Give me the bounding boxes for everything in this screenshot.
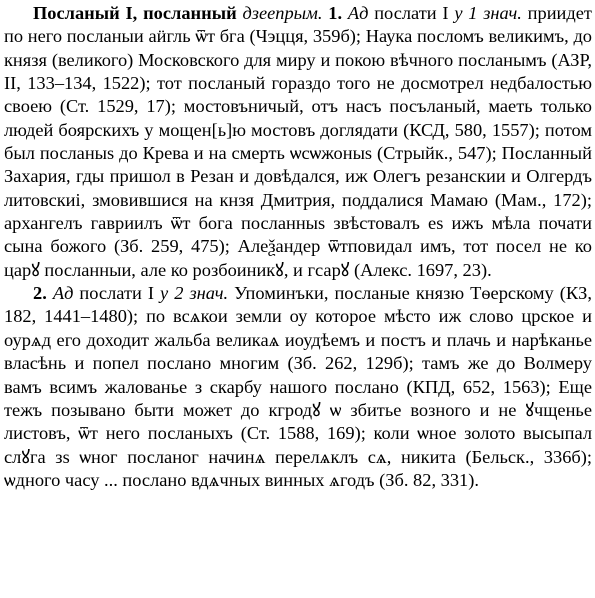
sense-label-2: Ад [52, 283, 74, 304]
sense-body-2: Упоминъки, посланые князю Тѳерскому (КЗ, 182, 1441–1480); по всѧкои земли оу которое мѣсто иж слово црское и оурѧд его доходит жальба великаѧ иоудѣемъ и постъ и плачь и нарѣканье власѣнь и попел послано многим (Зб. 262, 129б); тамъ же до Волмеру вамъ всимъ жалованье з скарбу нашого послано (КПД, 652, 1563); Еще тежъ позывано быти может до кгродꙋ ѡ збитье возного и не ꙋчщенье листовъ, ѿт него посланыхъ (Ст. 1588, 169); коли ѡное золото высыпал слꙋга зs ѡног посланог начинѧ перелѧклъ сѧ, никита (Бельск., 336б); ѡдного часу ... послано вдѧчных винных ѧгодъ (Зб. 82, 331). [4, 283, 592, 490]
sense-ref-1: у 1 знач. [454, 3, 522, 23]
sense-body-1: приидет по него посланыи аӥгль ѿт бга (Чэцця, 359б); Наука посломъ великимъ, до князя (великого) Московского для миру и покою вѣчного посланымъ (АЗР, II, 133–134, 1522); тот посланый гораздо того не досмотрел недбалостью своею (Ст. 1529, 17); мостовъничый, отъ насъ посъланый, маеть только людей боярскихъ у мощен[ь]ю мостовъ доглядати (КСД, 580, 1557); потом был посланыs до Крева и на смерть ѡсѡжоныs (Стрыйк., 547); Посланный Захария, гды пришол в Резан и довѣдался, иж Олегъ резанскии и Олгердъ литовскиі, змовившися на кнзя Дмитрия, поддалися Мамаю (Мам., 172); архангелъ гавриилъ ѿт бога посланныs звѣстовалъ еs ижъ мѣла почати сына божого (Зб. 259, 475); Алеѯандер ѿтповидал имъ, тот посел не ко царꙋ посланныи, але ко розбоиникꙋ, и гсарꙋ (Алекс. 1697, 23). [4, 3, 592, 280]
sense-number-2: 2. [33, 283, 47, 304]
entry-sense-1 [4, 2, 592, 282]
sense-text-2a: послати I [73, 283, 161, 304]
sense-label-1: Ад [347, 3, 369, 23]
part-of-speech: дзеeпрым. [242, 3, 323, 23]
sense-ref-2: у 2 знач. [160, 283, 229, 304]
dictionary-entry [4, 2, 592, 492]
sense-text-1a: послати I [368, 3, 455, 23]
entry-sense-2 [4, 282, 592, 492]
headword: Посланый I, посланный [33, 3, 237, 23]
sense-number-1: 1. [328, 3, 343, 23]
